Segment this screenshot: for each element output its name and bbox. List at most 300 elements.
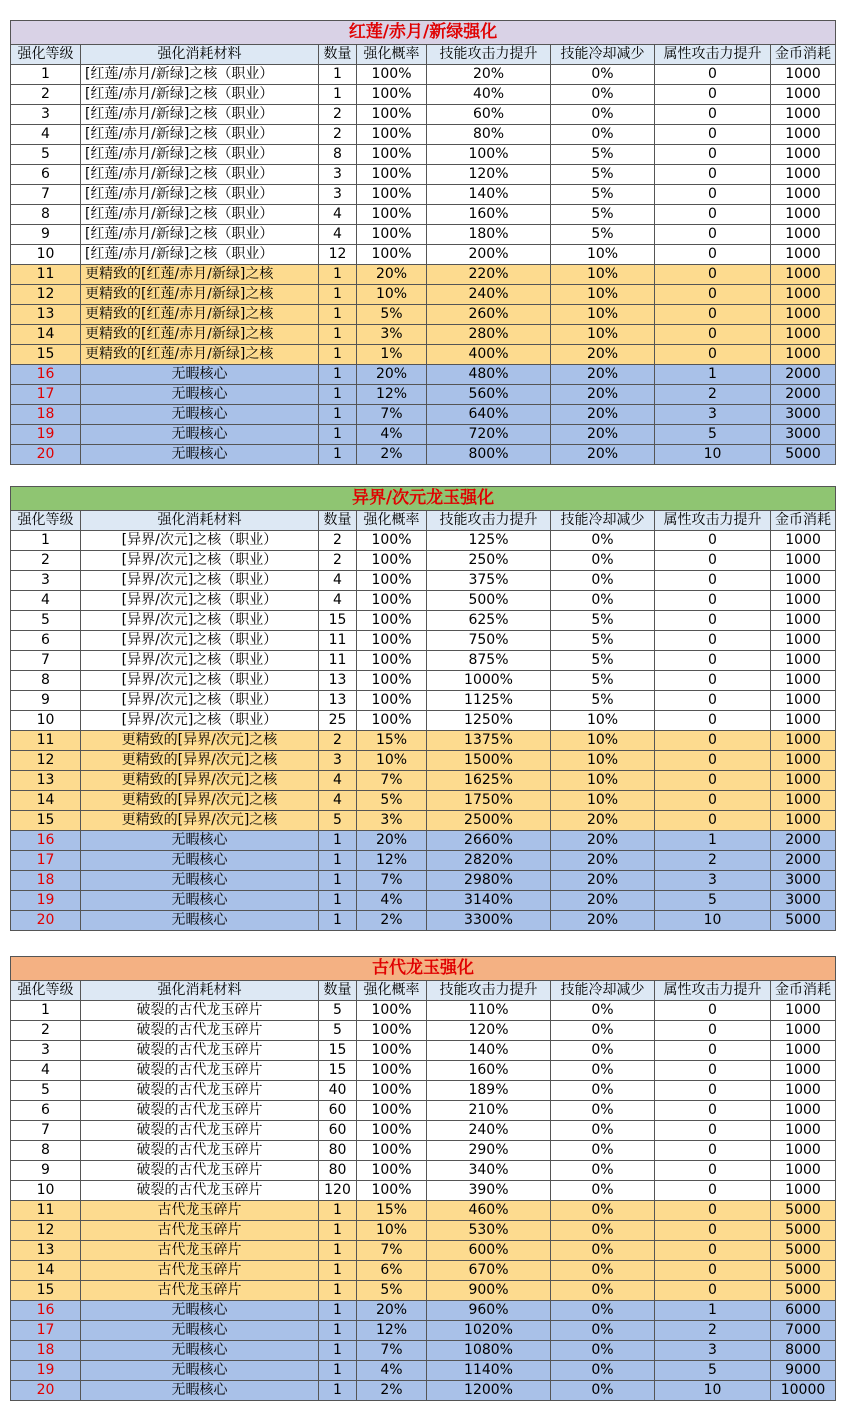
cell-cooldown-reduction: 20% [551,405,655,425]
cell-gold-cost: 1000 [771,1161,836,1181]
cell-gold-cost: 1000 [771,671,836,691]
cell-gold-cost: 1000 [771,305,836,325]
cell-success-rate: 100% [357,1121,427,1141]
cell-element-atk-boost: 0 [655,631,771,651]
table-row [11,651,836,671]
cell-cooldown-reduction: 0% [551,105,655,125]
table-row [11,1161,836,1181]
cell-cooldown-reduction: 5% [551,205,655,225]
table-row [11,325,836,345]
cell-skill-atk-boost: 3300% [427,911,551,931]
cell-element-atk-boost: 0 [655,145,771,165]
table-row [11,631,836,651]
cell-success-rate: 100% [357,85,427,105]
cell-skill-atk-boost: 1200% [427,1381,551,1401]
cell-material: [红莲/赤月/新绿]之核（职业） [81,205,319,225]
cell-material: 更精致的[异界/次元]之核 [81,791,319,811]
cell-material: [异界/次元]之核（职业） [81,591,319,611]
cell-level: 3 [11,105,81,125]
cell-success-rate: 12% [357,851,427,871]
table-row [11,425,836,445]
cell-quantity: 1 [319,891,357,911]
cell-quantity: 5 [319,1001,357,1021]
cell-success-rate: 100% [357,1161,427,1181]
cell-cooldown-reduction: 5% [551,145,655,165]
cell-level: 18 [11,871,81,891]
table-row [11,891,836,911]
cell-quantity: 1 [319,285,357,305]
cell-gold-cost: 2000 [771,385,836,405]
cell-success-rate: 7% [357,771,427,791]
cell-cooldown-reduction: 0% [551,1321,655,1341]
cell-success-rate: 7% [357,405,427,425]
cell-element-atk-boost: 10 [655,1381,771,1401]
cell-quantity: 1 [319,385,357,405]
cell-element-atk-boost: 0 [655,1041,771,1061]
table-row [11,1241,836,1261]
table-row [11,105,836,125]
table-row [11,911,836,931]
cell-element-atk-boost: 0 [655,225,771,245]
cell-skill-atk-boost: 720% [427,425,551,445]
cell-material: 无暇核心 [81,851,319,871]
cell-quantity: 1 [319,85,357,105]
cell-material: [红莲/赤月/新绿]之核（职业） [81,85,319,105]
cell-level: 1 [11,531,81,551]
cell-gold-cost: 10000 [771,1381,836,1401]
cell-element-atk-boost: 0 [655,65,771,85]
cell-skill-atk-boost: 220% [427,265,551,285]
cell-material: [红莲/赤月/新绿]之核（职业） [81,65,319,85]
column-header-success-rate: 强化概率 [357,45,427,65]
cell-element-atk-boost: 0 [655,711,771,731]
cell-element-atk-boost: 0 [655,771,771,791]
cell-quantity: 1 [319,1321,357,1341]
cell-success-rate: 6% [357,1261,427,1281]
cell-gold-cost: 1000 [771,731,836,751]
cell-element-atk-boost: 3 [655,405,771,425]
cell-quantity: 1 [319,445,357,465]
cell-material: [红莲/赤月/新绿]之核（职业） [81,245,319,265]
cell-material: 无暇核心 [81,1301,319,1321]
cell-material: [红莲/赤月/新绿]之核（职业） [81,145,319,165]
cell-success-rate: 100% [357,105,427,125]
cell-element-atk-boost: 2 [655,1321,771,1341]
cell-level: 5 [11,145,81,165]
cell-element-atk-boost: 0 [655,1141,771,1161]
cell-success-rate: 2% [357,445,427,465]
cell-skill-atk-boost: 960% [427,1301,551,1321]
cell-success-rate: 10% [357,285,427,305]
cell-success-rate: 100% [357,1181,427,1201]
cell-success-rate: 100% [357,205,427,225]
cell-material: [红莲/赤月/新绿]之核（职业） [81,105,319,125]
table-row [11,1261,836,1281]
table-row [11,1381,836,1401]
cell-level: 9 [11,225,81,245]
cell-element-atk-boost: 0 [655,345,771,365]
table-row [11,711,836,731]
cell-skill-atk-boost: 750% [427,631,551,651]
cell-level: 7 [11,185,81,205]
cell-quantity: 4 [319,205,357,225]
column-header-cooldown-reduction: 技能冷却减少 [551,511,655,531]
cell-gold-cost: 1000 [771,771,836,791]
cell-quantity: 4 [319,225,357,245]
cell-cooldown-reduction: 20% [551,871,655,891]
cell-skill-atk-boost: 1080% [427,1341,551,1361]
cell-level: 14 [11,791,81,811]
cell-quantity: 1 [319,1281,357,1301]
cell-cooldown-reduction: 0% [551,1361,655,1381]
cell-skill-atk-boost: 160% [427,205,551,225]
cell-success-rate: 100% [357,571,427,591]
cell-gold-cost: 5000 [771,1201,836,1221]
cell-quantity: 80 [319,1141,357,1161]
cell-cooldown-reduction: 5% [551,651,655,671]
cell-cooldown-reduction: 20% [551,851,655,871]
cell-cooldown-reduction: 20% [551,345,655,365]
cell-element-atk-boost: 0 [655,1021,771,1041]
cell-quantity: 4 [319,791,357,811]
cell-element-atk-boost: 0 [655,1101,771,1121]
cell-gold-cost: 2000 [771,365,836,385]
cell-quantity: 60 [319,1121,357,1141]
cell-skill-atk-boost: 3140% [427,891,551,911]
cell-gold-cost: 1000 [771,691,836,711]
cell-level: 17 [11,385,81,405]
cell-cooldown-reduction: 5% [551,671,655,691]
cell-skill-atk-boost: 800% [427,445,551,465]
cell-cooldown-reduction: 0% [551,65,655,85]
table-row [11,551,836,571]
cell-level: 17 [11,1321,81,1341]
table-row [11,1021,836,1041]
table-row [11,731,836,751]
cell-skill-atk-boost: 110% [427,1001,551,1021]
cell-element-atk-boost: 0 [655,1281,771,1301]
cell-success-rate: 1% [357,345,427,365]
cell-cooldown-reduction: 5% [551,611,655,631]
cell-cooldown-reduction: 20% [551,385,655,405]
cell-level: 16 [11,365,81,385]
cell-gold-cost: 1000 [771,751,836,771]
cell-material: 无暇核心 [81,1321,319,1341]
cell-level: 4 [11,1061,81,1081]
cell-quantity: 2 [319,551,357,571]
cell-cooldown-reduction: 20% [551,831,655,851]
cell-quantity: 1 [319,1361,357,1381]
table-row [11,125,836,145]
cell-quantity: 2 [319,105,357,125]
table-row [11,145,836,165]
cell-level: 13 [11,1241,81,1261]
cell-level: 12 [11,751,81,771]
cell-success-rate: 100% [357,225,427,245]
cell-element-atk-boost: 1 [655,1301,771,1321]
cell-gold-cost: 5000 [771,1241,836,1261]
cell-cooldown-reduction: 5% [551,165,655,185]
table-title-row [11,487,836,511]
cell-material: [异界/次元]之核（职业） [81,631,319,651]
cell-success-rate: 100% [357,651,427,671]
cell-skill-atk-boost: 1750% [427,791,551,811]
cell-success-rate: 100% [357,1001,427,1021]
cell-success-rate: 4% [357,425,427,445]
cell-level: 13 [11,305,81,325]
table-row [11,1341,836,1361]
cell-material: 更精致的[红莲/赤月/新绿]之核 [81,265,319,285]
cell-gold-cost: 1000 [771,265,836,285]
cell-cooldown-reduction: 10% [551,285,655,305]
cell-material: 更精致的[红莲/赤月/新绿]之核 [81,305,319,325]
cell-gold-cost: 7000 [771,1321,836,1341]
table-title-row [11,957,836,981]
cell-quantity: 1 [319,1301,357,1321]
cell-cooldown-reduction: 0% [551,1221,655,1241]
cell-gold-cost: 1000 [771,245,836,265]
cell-cooldown-reduction: 0% [551,1281,655,1301]
cell-cooldown-reduction: 0% [551,591,655,611]
cell-skill-atk-boost: 390% [427,1181,551,1201]
table-row [11,225,836,245]
table-row [11,871,836,891]
cell-skill-atk-boost: 290% [427,1141,551,1161]
cell-material: 更精致的[红莲/赤月/新绿]之核 [81,285,319,305]
cell-skill-atk-boost: 600% [427,1241,551,1261]
cell-skill-atk-boost: 210% [427,1101,551,1121]
cell-success-rate: 10% [357,1221,427,1241]
cell-element-atk-boost: 0 [655,611,771,631]
cell-quantity: 25 [319,711,357,731]
cell-material: [异界/次元]之核（职业） [81,611,319,631]
cell-level: 19 [11,425,81,445]
table-row [11,405,836,425]
cell-quantity: 1 [319,1341,357,1361]
cell-level: 11 [11,1201,81,1221]
cell-element-atk-boost: 1 [655,831,771,851]
cell-gold-cost: 3000 [771,425,836,445]
cell-quantity: 1 [319,305,357,325]
cell-material: 无暇核心 [81,405,319,425]
cell-quantity: 1 [319,1221,357,1241]
column-header-skill-atk-boost: 技能攻击力提升 [427,511,551,531]
cell-element-atk-boost: 2 [655,851,771,871]
cell-quantity: 12 [319,245,357,265]
cell-quantity: 1 [319,345,357,365]
cell-skill-atk-boost: 180% [427,225,551,245]
table-row [11,1221,836,1241]
table-row [11,265,836,285]
cell-success-rate: 100% [357,1061,427,1081]
cell-level: 16 [11,831,81,851]
cell-material: [异界/次元]之核（职业） [81,551,319,571]
cell-level: 4 [11,125,81,145]
cell-quantity: 5 [319,811,357,831]
cell-cooldown-reduction: 5% [551,691,655,711]
table-row [11,671,836,691]
column-header-skill-atk-boost: 技能攻击力提升 [427,45,551,65]
table-row [11,1121,836,1141]
cell-gold-cost: 1000 [771,105,836,125]
cell-cooldown-reduction: 10% [551,791,655,811]
cell-quantity: 3 [319,751,357,771]
cell-skill-atk-boost: 375% [427,571,551,591]
table-title: 古代龙玉强化 [11,957,836,981]
table-row [11,285,836,305]
cell-cooldown-reduction: 5% [551,631,655,651]
cell-gold-cost: 1000 [771,551,836,571]
cell-quantity: 1 [319,911,357,931]
cell-cooldown-reduction: 0% [551,1181,655,1201]
column-header-success-rate: 强化概率 [357,511,427,531]
cell-gold-cost: 1000 [771,1061,836,1081]
cell-gold-cost: 1000 [771,145,836,165]
cell-gold-cost: 1000 [771,711,836,731]
table-row [11,791,836,811]
cell-success-rate: 12% [357,385,427,405]
table-row [11,591,836,611]
cell-quantity: 1 [319,405,357,425]
cell-cooldown-reduction: 0% [551,1301,655,1321]
cell-element-atk-boost: 0 [655,551,771,571]
cell-gold-cost: 1000 [771,125,836,145]
cell-cooldown-reduction: 10% [551,751,655,771]
cell-success-rate: 20% [357,1301,427,1321]
table-row [11,245,836,265]
cell-material: 更精致的[红莲/赤月/新绿]之核 [81,325,319,345]
cell-level: 8 [11,671,81,691]
cell-level: 7 [11,651,81,671]
column-header-gold-cost: 金币消耗 [771,981,836,1001]
cell-skill-atk-boost: 460% [427,1201,551,1221]
cell-quantity: 1 [319,831,357,851]
cell-element-atk-boost: 1 [655,365,771,385]
cell-cooldown-reduction: 5% [551,225,655,245]
cell-skill-atk-boost: 670% [427,1261,551,1281]
cell-level: 6 [11,631,81,651]
table-row [11,531,836,551]
cell-element-atk-boost: 0 [655,1241,771,1261]
cell-material: 古代龙玉碎片 [81,1261,319,1281]
cell-material: 破裂的古代龙玉碎片 [81,1041,319,1061]
cell-material: 无暇核心 [81,365,319,385]
cell-material: 更精致的[异界/次元]之核 [81,771,319,791]
cell-level: 1 [11,65,81,85]
cell-level: 15 [11,1281,81,1301]
cell-success-rate: 100% [357,145,427,165]
table-header-row [11,981,836,1001]
cell-success-rate: 100% [357,611,427,631]
cell-success-rate: 100% [357,691,427,711]
cell-skill-atk-boost: 240% [427,1121,551,1141]
cell-gold-cost: 5000 [771,445,836,465]
cell-success-rate: 4% [357,891,427,911]
cell-quantity: 1 [319,1241,357,1261]
cell-gold-cost: 1000 [771,651,836,671]
cell-level: 11 [11,731,81,751]
column-header-cooldown-reduction: 技能冷却减少 [551,981,655,1001]
cell-quantity: 80 [319,1161,357,1181]
cell-element-atk-boost: 5 [655,891,771,911]
cell-skill-atk-boost: 2820% [427,851,551,871]
cell-success-rate: 20% [357,365,427,385]
cell-material: 破裂的古代龙玉碎片 [81,1161,319,1181]
cell-success-rate: 100% [357,591,427,611]
cell-gold-cost: 1000 [771,1021,836,1041]
cell-element-atk-boost: 0 [655,1121,771,1141]
column-header-level: 强化等级 [11,511,81,531]
cell-gold-cost: 5000 [771,1261,836,1281]
table-row [11,65,836,85]
cell-material: 无暇核心 [81,1381,319,1401]
cell-quantity: 13 [319,691,357,711]
cell-gold-cost: 1000 [771,1121,836,1141]
cell-level: 9 [11,691,81,711]
cell-cooldown-reduction: 20% [551,365,655,385]
cell-gold-cost: 1000 [771,631,836,651]
cell-material: 破裂的古代龙玉碎片 [81,1001,319,1021]
cell-material: 更精致的[异界/次元]之核 [81,751,319,771]
cell-skill-atk-boost: 530% [427,1221,551,1241]
table-row [11,851,836,871]
cell-gold-cost: 1000 [771,1081,836,1101]
cell-cooldown-reduction: 0% [551,125,655,145]
cell-skill-atk-boost: 875% [427,651,551,671]
cell-element-atk-boost: 0 [655,531,771,551]
cell-skill-atk-boost: 340% [427,1161,551,1181]
cell-skill-atk-boost: 640% [427,405,551,425]
table-row [11,691,836,711]
cell-quantity: 11 [319,651,357,671]
cell-gold-cost: 2000 [771,831,836,851]
cell-gold-cost: 9000 [771,1361,836,1381]
table-row [11,811,836,831]
cell-success-rate: 100% [357,1141,427,1161]
table-header-row [11,511,836,531]
cell-success-rate: 15% [357,731,427,751]
cell-cooldown-reduction: 20% [551,811,655,831]
cell-quantity: 2 [319,531,357,551]
cell-quantity: 1 [319,425,357,445]
column-header-material: 强化消耗材料 [81,981,319,1001]
cell-element-atk-boost: 3 [655,1341,771,1361]
cell-element-atk-boost: 0 [655,105,771,125]
cell-gold-cost: 1000 [771,225,836,245]
cell-cooldown-reduction: 0% [551,1121,655,1141]
table-row [11,365,836,385]
cell-gold-cost: 1000 [771,165,836,185]
cell-quantity: 4 [319,771,357,791]
cell-level: 9 [11,1161,81,1181]
column-header-level: 强化等级 [11,981,81,1001]
cell-gold-cost: 1000 [771,345,836,365]
cell-skill-atk-boost: 1625% [427,771,551,791]
cell-element-atk-boost: 0 [655,1201,771,1221]
cell-element-atk-boost: 0 [655,245,771,265]
table-row [11,611,836,631]
cell-cooldown-reduction: 10% [551,731,655,751]
cell-success-rate: 100% [357,185,427,205]
column-header-quantity: 数量 [319,45,357,65]
cell-success-rate: 7% [357,1341,427,1361]
cell-level: 14 [11,1261,81,1281]
cell-level: 2 [11,1021,81,1041]
enhance-table-otherworld [10,486,836,931]
cell-skill-atk-boost: 140% [427,185,551,205]
cell-success-rate: 10% [357,751,427,771]
cell-level: 2 [11,551,81,571]
